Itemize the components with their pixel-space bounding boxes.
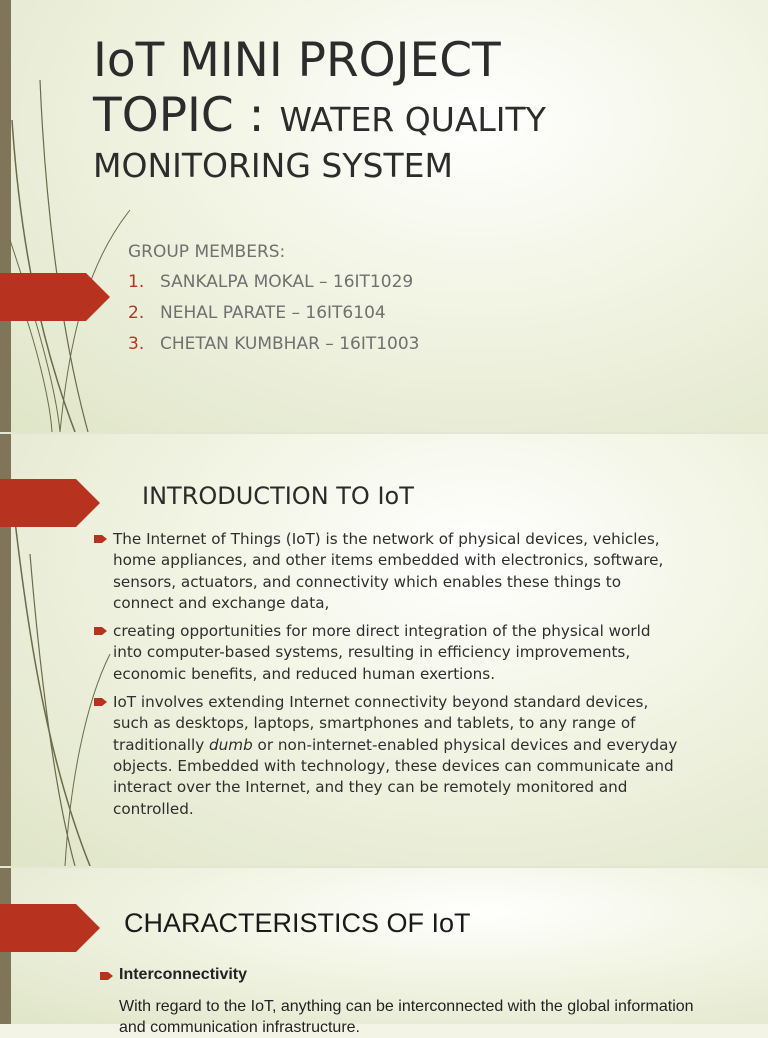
bullet-list	[94, 529, 684, 827]
title-line-3: MONITORING SYSTEM	[93, 145, 453, 185]
slide-characteristics	[0, 868, 768, 1036]
member-item	[128, 334, 420, 354]
list-item	[100, 966, 700, 984]
red-arrow-bullet-icon	[94, 621, 113, 685]
member-item	[128, 303, 420, 323]
member-number: 3.	[128, 334, 145, 354]
member-name: NEHAL PARATE – 16IT6104	[160, 303, 386, 323]
member-number: 1.	[128, 272, 145, 292]
red-arrow-banner	[0, 904, 100, 952]
member-number: 2.	[128, 303, 145, 323]
red-arrow-bullet-icon	[94, 529, 113, 614]
bullet-list	[100, 966, 700, 1038]
section-heading: INTRODUCTION TO IoT	[142, 482, 414, 510]
members-heading: GROUP MEMBERS:	[128, 242, 286, 262]
red-arrow-bullet-icon	[94, 692, 113, 820]
title-line-1: IoT MINI PROJECT	[93, 33, 501, 88]
slide-introduction	[0, 434, 768, 866]
list-item	[94, 529, 684, 614]
member-name: SANKALPA MOKAL – 16IT1029	[160, 272, 414, 292]
bullet-title: Interconnectivity	[119, 966, 248, 983]
red-arrow-bullet-icon	[100, 966, 119, 984]
section-heading: CHARACTERISTICS OF IoT	[124, 908, 471, 938]
list-item	[94, 692, 684, 820]
bullet-text: IoT involves extending Internet connectivity beyond standard devices, such as desktops, laptops, smartphones and tablets, to any range of traditionally dumb or non-internet-enabled physical devices and everyday objects. Embedded with technology, these devices can communicate and interact over the Internet, and they can be remotely monitored and controlled.	[113, 693, 678, 818]
title-line-2-subject: WATER QUALITY	[279, 99, 546, 139]
bullet-text: The Internet of Things (IoT) is the network of physical devices, vehicles, home appliances, and other items embedded with electronics, software, sensors, actuators, and connectivity which enables these things to connect and exchange data,	[113, 530, 664, 612]
member-name: CHETAN KUMBHAR – 16IT1003	[160, 334, 420, 354]
title-line-2-topic: TOPIC :	[93, 87, 280, 143]
emphasis-text: dumb	[209, 735, 253, 754]
list-item	[94, 621, 684, 685]
slide-title-text	[93, 33, 733, 185]
bullet-text: creating opportunities for more direct integration of the physical world into computer-based systems, resulting in efficiency improvements, economic benefits, and reduced human exertions.	[113, 622, 651, 683]
paragraph-text: With regard to the IoT, anything can be interconnected with the global information and communication infrastructure.	[119, 998, 694, 1036]
group-members	[128, 242, 420, 365]
slide-title	[0, 0, 768, 432]
member-item	[128, 272, 420, 292]
